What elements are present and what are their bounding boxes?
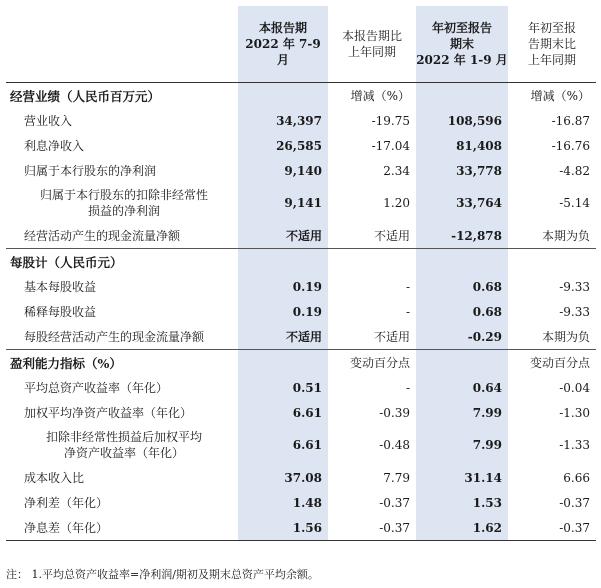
cell-value: 0.68 <box>416 299 508 324</box>
row-label: 归属于本行股东的净利润 <box>24 164 157 178</box>
header-current-period: 本报告期 2022 年 7-9 月 <box>238 6 328 83</box>
cell-value: 1.53 <box>416 490 508 515</box>
cell-value: 0.19 <box>238 274 328 299</box>
cell-value: 本期为负 <box>541 229 590 243</box>
section-title-row <box>6 83 596 109</box>
cell-value: 108,596 <box>416 108 508 133</box>
cell-value: 不适用 <box>373 229 410 243</box>
cell-value: 31.14 <box>416 465 508 490</box>
cell-value: -1.30 <box>559 405 590 420</box>
table-row <box>6 133 596 158</box>
financial-summary-table <box>6 6 596 541</box>
cell-value: 不适用 <box>373 330 410 344</box>
cell-value: 1.56 <box>238 515 328 541</box>
section-title-row <box>6 249 596 275</box>
row-label: 利息净收入 <box>24 139 85 153</box>
table-row <box>6 299 596 324</box>
row-label: 扣除非经常性损益后加权平均 净资产收益率（年化） <box>45 430 202 460</box>
table-row <box>6 158 596 183</box>
cell-value: 9,140 <box>238 158 328 183</box>
cell-value: -16.87 <box>551 113 590 128</box>
cell-value: 1.62 <box>416 515 508 541</box>
cell-value: -0.37 <box>379 495 410 510</box>
row-label: 每股经营活动产生的现金流量净额 <box>24 330 205 344</box>
header-blank <box>6 6 238 83</box>
cell-value: -9.33 <box>559 279 590 294</box>
cell-value: 7.99 <box>416 425 508 465</box>
cell-value: 81,408 <box>416 133 508 158</box>
cell-value: 26,585 <box>238 133 328 158</box>
cell-value: -0.04 <box>559 380 590 395</box>
cell-value: 0.51 <box>238 375 328 400</box>
cell-value: 9,141 <box>238 183 328 223</box>
section-title-row <box>6 350 596 376</box>
cell-value: 0.19 <box>238 299 328 324</box>
cell-value: 本期为负 <box>541 330 590 344</box>
section-unit: 变动百分点 <box>328 350 416 376</box>
cell-value: 不适用 <box>238 324 328 350</box>
cell-value: -0.37 <box>328 515 416 541</box>
section-title: 每股计（人民币元） <box>6 249 238 275</box>
section-title: 经营业绩（人民币百万元） <box>10 88 161 104</box>
cell-value: 34,397 <box>238 108 328 133</box>
cell-value: - <box>405 380 410 395</box>
cell-value: 不适用 <box>238 223 328 249</box>
header-year-to-date-yoy: 年初至报 告期末比 上年同期 <box>527 21 576 67</box>
row-label: 平均总资产收益率（年化） <box>24 381 169 395</box>
table-row <box>6 375 596 400</box>
cell-value: 6.61 <box>238 425 328 465</box>
row-label: 净息差（年化） <box>6 515 238 541</box>
section-unit: 增减（%） <box>530 89 590 103</box>
cell-value: -16.76 <box>551 138 590 153</box>
cell-value: -5.14 <box>559 196 590 210</box>
row-label: 净利差（年化） <box>24 496 109 510</box>
cell-value: -1.33 <box>559 438 590 452</box>
cell-value: 33,778 <box>416 158 508 183</box>
cell-value: -12,878 <box>416 223 508 249</box>
section-unit: 增减（%） <box>350 89 410 103</box>
table-row <box>6 425 596 465</box>
section-title: 盈利能力指标（%） <box>6 350 238 376</box>
table-row <box>6 183 596 223</box>
table-row <box>6 324 596 350</box>
table-row <box>6 400 596 425</box>
cell-value: -0.29 <box>416 324 508 350</box>
row-label: 营业收入 <box>24 114 73 128</box>
cell-value: 37.08 <box>238 465 328 490</box>
cell-value: -19.75 <box>371 113 410 128</box>
row-label: 加权平均净资产收益率（年化） <box>24 406 193 420</box>
cell-value: -0.37 <box>508 515 596 541</box>
row-label: 成本收入比 <box>24 471 85 485</box>
cell-value: 1.48 <box>238 490 328 515</box>
footnote: 注： 1.平均总资产收益率=净利润/期初及期末总资产平均余额。 <box>6 568 319 581</box>
cell-value: -9.33 <box>559 304 590 319</box>
row-label: 经营活动产生的现金流量净额 <box>24 229 181 243</box>
row-label: 归属于本行股东的扣除非经常性 损益的净利润 <box>39 188 208 218</box>
cell-value: - <box>405 279 410 294</box>
table-row <box>6 274 596 299</box>
cell-value: 6.66 <box>563 470 590 485</box>
cell-value: 7.99 <box>416 400 508 425</box>
cell-value: 6.61 <box>238 400 328 425</box>
header-year-to-date: 年初至报告 期末 2022 年 1-9 月 <box>416 6 508 83</box>
cell-value: 1.20 <box>383 196 410 210</box>
cell-value: -0.39 <box>379 405 410 420</box>
table-row <box>6 465 596 490</box>
cell-value: - <box>405 304 410 319</box>
table-row <box>6 223 596 249</box>
cell-value: -17.04 <box>371 138 410 153</box>
row-label: 基本每股收益 <box>24 280 97 294</box>
header-row <box>6 6 596 83</box>
cell-value: -0.37 <box>559 495 590 510</box>
table-row <box>6 490 596 515</box>
table-row <box>6 108 596 133</box>
section-unit: 变动百分点 <box>508 350 596 376</box>
cell-value: 7.79 <box>383 470 410 485</box>
cell-value: -0.48 <box>379 438 410 452</box>
cell-value: -4.82 <box>559 163 590 178</box>
cell-value: 0.64 <box>416 375 508 400</box>
cell-value: 0.68 <box>416 274 508 299</box>
table-row <box>6 515 596 541</box>
row-label: 稀释每股收益 <box>24 305 97 319</box>
cell-value: 33,764 <box>416 183 508 223</box>
cell-value: 2.34 <box>383 163 410 178</box>
header-current-period-yoy: 本报告期比 上年同期 <box>341 29 402 59</box>
